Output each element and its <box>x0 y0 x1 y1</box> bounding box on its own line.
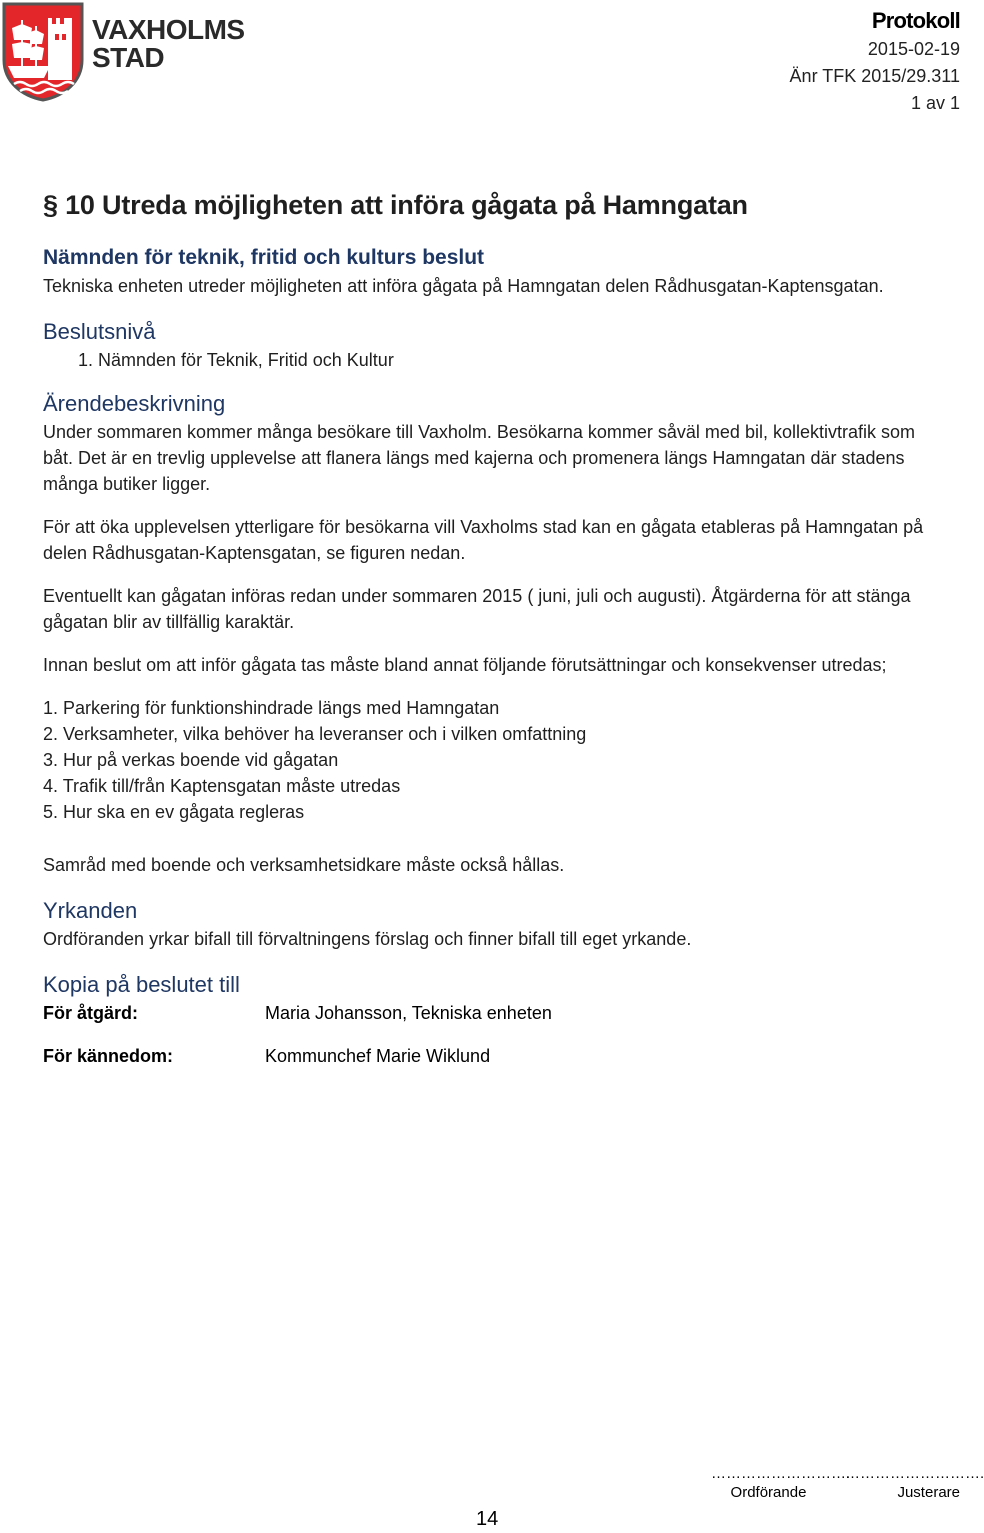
list-item: 3. Hur på verkas boende vid gågatan <box>43 750 339 770</box>
signature-label: Ordförande <box>730 1484 807 1501</box>
page-title: § 10 Utreda möjligheten att införa gågata på Hamngatan <box>43 190 748 220</box>
signature-label: Justerare <box>897 1484 960 1501</box>
signature-line: ………………………. <box>711 1465 851 1482</box>
logo-text-line1: VAXHOLMS <box>92 14 245 45</box>
doc-date: 2015-02-19 <box>867 39 960 59</box>
logo-text <box>92 16 245 72</box>
level-item: 1. Nämnden för Teknik, Fritid och Kultur <box>78 350 394 370</box>
description-heading: Ärendebeskrivning <box>43 391 226 416</box>
list-item: 4. Trafik till/från Kaptensgatan måste utredas <box>43 776 401 796</box>
copy-info-row <box>43 1043 943 1069</box>
document-body <box>43 185 943 1069</box>
list-item: 2. Verksamheter, vilka behöver ha leveranser och i vilken omfattning <box>43 724 587 744</box>
copy-heading: Kopia på beslutet till <box>43 972 240 997</box>
list-item: 5. Hur ska en ev gågata regleras <box>43 802 305 822</box>
description-paragraph-5: Samråd med boende och verksamhetsidkare måste också hållas. <box>43 855 565 875</box>
copy-action-row <box>43 1000 943 1026</box>
page-of: 1 av 1 <box>910 93 960 113</box>
copy-action-label: För åtgärd: <box>43 1003 139 1023</box>
investigation-list <box>43 695 943 825</box>
copy-action-value: Maria Johansson, Tekniska enheten <box>265 1003 552 1023</box>
signature-line: ………………………. <box>845 1465 984 1482</box>
signature-chair <box>711 1465 851 1504</box>
coat-of-arms-icon <box>0 0 86 102</box>
document-header-info <box>660 6 960 117</box>
copy-info-value: Kommunchef Marie Wiklund <box>265 1046 491 1066</box>
description-paragraph-1: Under sommaren kommer många besökare till Vaxholm. Besökarna kommer såväl med bil, kollektivtrafik som båt. Det är en trevlig upplevelse att flanera längs med kajerna och promenera längs Hamngatan där stadens många butiker ligger. <box>43 422 915 494</box>
logo-text-line2: STAD <box>92 42 165 73</box>
page-number: 14 <box>476 1508 499 1530</box>
case-number: Änr TFK 2015/29.311 <box>789 66 960 86</box>
signature-adjuster <box>845 1465 984 1504</box>
decision-heading: Nämnden för teknik, fritid och kulturs beslut <box>43 246 485 269</box>
copy-info-label: För kännedom: <box>43 1046 174 1066</box>
description-paragraph-4: Innan beslut om att inför gågata tas måste bland annat följande förutsättningar och konsekvenser utredas; <box>43 655 887 675</box>
decision-text: Tekniska enheten utreder möjligheten att införa gågata på Hamngatan delen Rådhusgatan-Kaptensgatan. <box>43 276 884 296</box>
vaxholm-logo <box>0 0 260 105</box>
motion-text: Ordföranden yrkar bifall till förvaltningens förslag och finner bifall till eget yrkande. <box>43 929 692 949</box>
motion-heading: Yrkanden <box>43 898 138 923</box>
description-paragraph-2: För att öka upplevelsen ytterligare för besökarna vill Vaxholms stad kan en gågata etableras på Hamngatan på delen Rådhusgatan-Kaptensgatan, se figuren nedan. <box>43 517 924 563</box>
list-item: 1. Parkering för funktionshindrade längs med Hamngatan <box>43 698 500 718</box>
doc-type: Protokoll <box>871 8 960 33</box>
level-heading: Beslutsnivå <box>43 319 156 344</box>
description-paragraph-3: Eventuellt kan gågatan införas redan under sommaren 2015 ( juni, juli och augusti). Åtgärderna för att stänga gågatan blir av tillfällig karaktär. <box>43 586 911 632</box>
